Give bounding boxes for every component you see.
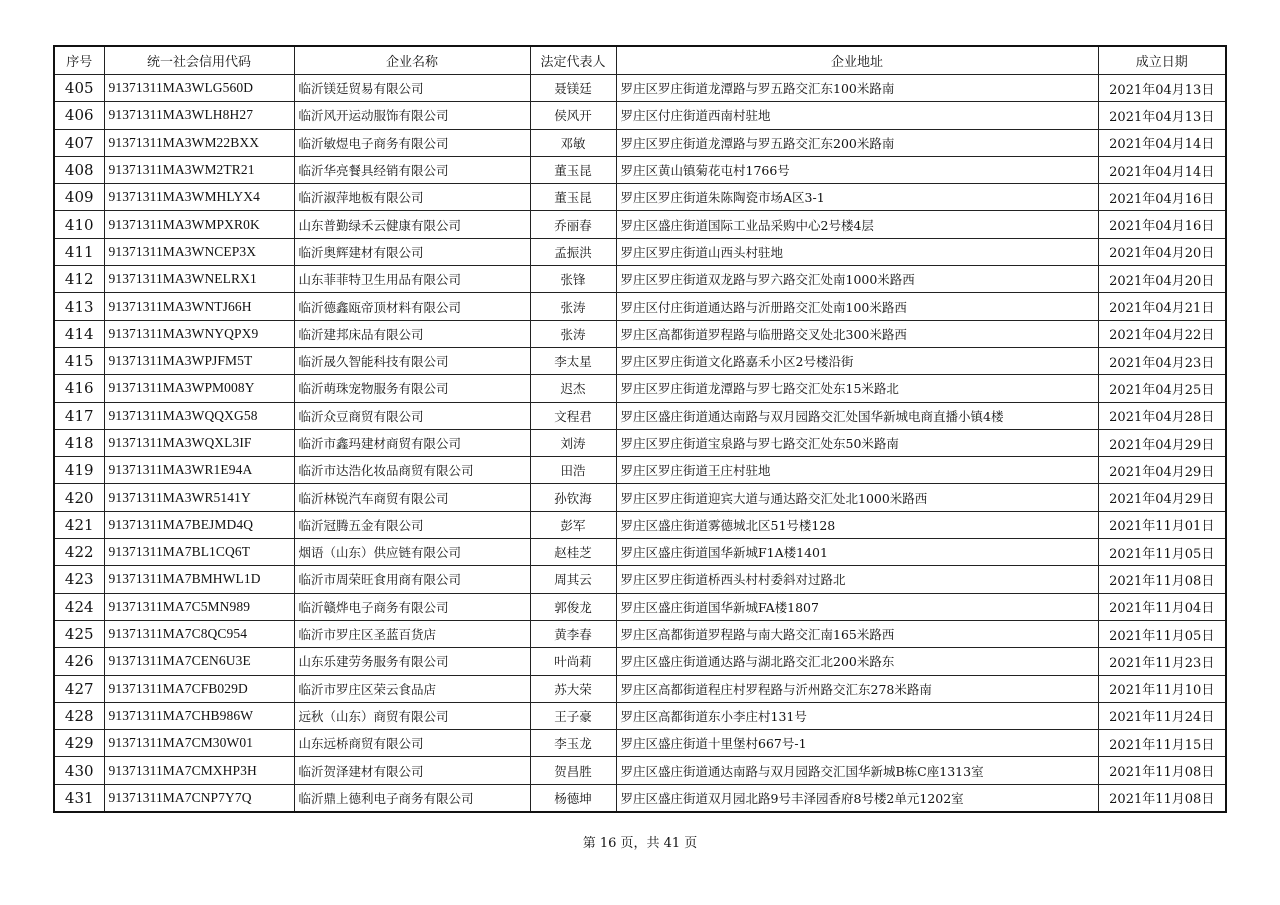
cell-legal-representative: 迟杰 (530, 375, 616, 402)
cell-legal-representative: 郭俊龙 (530, 593, 616, 620)
cell-company-address: 罗庄区盛庄街道双月园北路9号丰泽园香府8号楼2单元1202室 (616, 784, 1098, 812)
cell-credit-code: 91371311MA7CNP7Y7Q (104, 784, 294, 812)
cell-established-date: 2021年04月20日 (1098, 238, 1226, 265)
cell-credit-code: 91371311MA3WMHLYX4 (104, 184, 294, 211)
cell-established-date: 2021年04月14日 (1098, 129, 1226, 156)
cell-established-date: 2021年11月08日 (1098, 566, 1226, 593)
cell-established-date: 2021年11月08日 (1098, 757, 1226, 784)
header-company-address: 企业地址 (616, 46, 1098, 75)
header-established-date: 成立日期 (1098, 46, 1226, 75)
cell-credit-code: 91371311MA3WLH8H27 (104, 102, 294, 129)
cell-company-name: 临沂林锐汽车商贸有限公司 (294, 484, 530, 511)
cell-established-date: 2021年04月16日 (1098, 211, 1226, 238)
cell-company-name: 临沂德鑫瓯帝顶材料有限公司 (294, 293, 530, 320)
table-row (54, 539, 1226, 566)
cell-company-address: 罗庄区罗庄街道文化路嘉禾小区2号楼沿街 (616, 347, 1098, 374)
table-row (54, 511, 1226, 538)
cell-company-name: 临沂奥辉建材有限公司 (294, 238, 530, 265)
table-row (54, 184, 1226, 211)
table-row (54, 375, 1226, 402)
header-legal-representative: 法定代表人 (530, 46, 616, 75)
cell-company-name: 临沂华亮餐具经销有限公司 (294, 156, 530, 183)
cell-serial-no: 425 (54, 620, 104, 647)
table-row (54, 429, 1226, 456)
cell-credit-code: 91371311MA3WM2TR21 (104, 156, 294, 183)
cell-company-address: 罗庄区付庄街道西南村驻地 (616, 102, 1098, 129)
cell-legal-representative: 王子豪 (530, 702, 616, 729)
cell-credit-code: 91371311MA7CM30W01 (104, 730, 294, 757)
cell-company-name: 临沂镁廷贸易有限公司 (294, 75, 530, 102)
cell-company-name: 临沂市鑫玛建材商贸有限公司 (294, 429, 530, 456)
cell-credit-code: 91371311MA3WQQXG58 (104, 402, 294, 429)
cell-legal-representative: 乔丽春 (530, 211, 616, 238)
cell-established-date: 2021年04月16日 (1098, 184, 1226, 211)
cell-credit-code: 91371311MA3WR1E94A (104, 457, 294, 484)
cell-company-address: 罗庄区盛庄街道通达南路与双月园路交汇国华新城B栋C座1313室 (616, 757, 1098, 784)
cell-legal-representative: 杨德坤 (530, 784, 616, 812)
header-credit-code: 统一社会信用代码 (104, 46, 294, 75)
cell-company-name: 临沂晟久智能科技有限公司 (294, 347, 530, 374)
table-row (54, 484, 1226, 511)
cell-company-name: 临沂赣烨电子商务有限公司 (294, 593, 530, 620)
cell-established-date: 2021年04月28日 (1098, 402, 1226, 429)
table-row (54, 730, 1226, 757)
table-row (54, 784, 1226, 812)
page-number-footer: 第 16 页，共 41 页 (582, 836, 698, 851)
cell-credit-code: 91371311MA3WPJFM5T (104, 347, 294, 374)
table-row (54, 457, 1226, 484)
cell-serial-no: 408 (54, 156, 104, 183)
cell-serial-no: 427 (54, 675, 104, 702)
table-row (54, 102, 1226, 129)
enterprise-registry-table (53, 45, 1227, 813)
cell-credit-code: 91371311MA7BL1CQ6T (104, 539, 294, 566)
cell-established-date: 2021年04月23日 (1098, 347, 1226, 374)
table-header-row (54, 46, 1226, 75)
cell-legal-representative: 苏大荣 (530, 675, 616, 702)
cell-company-address: 罗庄区罗庄街道龙潭路与罗五路交汇东200米路南 (616, 129, 1098, 156)
cell-company-name: 临沂市达浩化妆品商贸有限公司 (294, 457, 530, 484)
cell-credit-code: 91371311MA3WNELRX1 (104, 266, 294, 293)
table-row (54, 129, 1226, 156)
table-row (54, 266, 1226, 293)
cell-established-date: 2021年04月14日 (1098, 156, 1226, 183)
table-row (54, 648, 1226, 675)
table-row (54, 320, 1226, 347)
cell-serial-no: 411 (54, 238, 104, 265)
table-row (54, 211, 1226, 238)
cell-credit-code: 91371311MA3WLG560D (104, 75, 294, 102)
cell-established-date: 2021年04月20日 (1098, 266, 1226, 293)
cell-legal-representative: 贺昌胜 (530, 757, 616, 784)
cell-company-name: 临沂敏煜电子商务有限公司 (294, 129, 530, 156)
cell-company-name: 临沂冠腾五金有限公司 (294, 511, 530, 538)
cell-legal-representative: 周其云 (530, 566, 616, 593)
cell-established-date: 2021年04月22日 (1098, 320, 1226, 347)
cell-company-address: 罗庄区盛庄街道通达路与湖北路交汇北200米路东 (616, 648, 1098, 675)
cell-legal-representative: 李玉龙 (530, 730, 616, 757)
cell-serial-no: 410 (54, 211, 104, 238)
cell-serial-no: 414 (54, 320, 104, 347)
cell-credit-code: 91371311MA3WPM008Y (104, 375, 294, 402)
cell-credit-code: 91371311MA3WR5141Y (104, 484, 294, 511)
cell-legal-representative: 董玉昆 (530, 184, 616, 211)
cell-established-date: 2021年11月23日 (1098, 648, 1226, 675)
cell-established-date: 2021年11月15日 (1098, 730, 1226, 757)
cell-serial-no: 407 (54, 129, 104, 156)
cell-company-name: 临沂市周荣旺食用商有限公司 (294, 566, 530, 593)
cell-company-name: 临沂淑萍地板有限公司 (294, 184, 530, 211)
cell-established-date: 2021年04月13日 (1098, 102, 1226, 129)
cell-established-date: 2021年11月05日 (1098, 620, 1226, 647)
cell-legal-representative: 张锋 (530, 266, 616, 293)
table-row (54, 620, 1226, 647)
cell-credit-code: 91371311MA7CMXHP3H (104, 757, 294, 784)
cell-company-address: 罗庄区盛庄街道十里堡村667号-1 (616, 730, 1098, 757)
cell-company-address: 罗庄区高都街道罗程路与南大路交汇南165米路西 (616, 620, 1098, 647)
cell-legal-representative: 李太星 (530, 347, 616, 374)
cell-serial-no: 420 (54, 484, 104, 511)
cell-serial-no: 416 (54, 375, 104, 402)
cell-company-name: 烟语（山东）供应链有限公司 (294, 539, 530, 566)
cell-serial-no: 415 (54, 347, 104, 374)
cell-credit-code: 91371311MA3WNCEP3X (104, 238, 294, 265)
cell-company-address: 罗庄区付庄街道通达路与沂册路交汇处南100米路西 (616, 293, 1098, 320)
cell-company-name: 山东乐建劳务服务有限公司 (294, 648, 530, 675)
cell-legal-representative: 彭军 (530, 511, 616, 538)
cell-company-address: 罗庄区罗庄街道朱陈陶瓷市场A区3-1 (616, 184, 1098, 211)
cell-serial-no: 430 (54, 757, 104, 784)
cell-credit-code: 91371311MA3WNYQPX9 (104, 320, 294, 347)
cell-credit-code: 91371311MA7CFB029D (104, 675, 294, 702)
cell-company-address: 罗庄区罗庄街道迎宾大道与通达路交汇处北1000米路西 (616, 484, 1098, 511)
cell-established-date: 2021年04月25日 (1098, 375, 1226, 402)
cell-company-name: 临沂众豆商贸有限公司 (294, 402, 530, 429)
header-company-name: 企业名称 (294, 46, 530, 75)
cell-established-date: 2021年04月13日 (1098, 75, 1226, 102)
cell-company-name: 临沂贺泽建材有限公司 (294, 757, 530, 784)
cell-credit-code: 91371311MA3WM22BXX (104, 129, 294, 156)
cell-company-name: 山东远桥商贸有限公司 (294, 730, 530, 757)
cell-company-address: 罗庄区罗庄街道宝泉路与罗七路交汇处东50米路南 (616, 429, 1098, 456)
cell-company-address: 罗庄区盛庄街道通达南路与双月园路交汇处国华新城电商直播小镇4楼 (616, 402, 1098, 429)
cell-legal-representative: 张涛 (530, 293, 616, 320)
cell-company-address: 罗庄区高都街道程庄村罗程路与沂州路交汇东278米路南 (616, 675, 1098, 702)
table-row (54, 593, 1226, 620)
cell-company-address: 罗庄区罗庄街道桥西头村村委斜对过路北 (616, 566, 1098, 593)
table-row (54, 675, 1226, 702)
cell-legal-representative: 黄李春 (530, 620, 616, 647)
cell-serial-no: 422 (54, 539, 104, 566)
table-row (54, 347, 1226, 374)
cell-legal-representative: 孙钦海 (530, 484, 616, 511)
table-body (54, 75, 1226, 813)
cell-established-date: 2021年04月29日 (1098, 457, 1226, 484)
cell-established-date: 2021年11月08日 (1098, 784, 1226, 812)
cell-company-name: 远秋（山东）商贸有限公司 (294, 702, 530, 729)
cell-legal-representative: 叶尚莉 (530, 648, 616, 675)
cell-company-address: 罗庄区高都街道东小李庄村131号 (616, 702, 1098, 729)
cell-serial-no: 412 (54, 266, 104, 293)
table-row (54, 566, 1226, 593)
table-row (54, 238, 1226, 265)
cell-company-address: 罗庄区盛庄街道国华新城F1A楼1401 (616, 539, 1098, 566)
cell-serial-no: 421 (54, 511, 104, 538)
cell-established-date: 2021年11月24日 (1098, 702, 1226, 729)
cell-credit-code: 91371311MA7BMHWL1D (104, 566, 294, 593)
cell-company-address: 罗庄区黄山镇菊花屯村1766号 (616, 156, 1098, 183)
table-row (54, 75, 1226, 102)
cell-serial-no: 419 (54, 457, 104, 484)
cell-company-name: 山东菲菲特卫生用品有限公司 (294, 266, 530, 293)
cell-serial-no: 429 (54, 730, 104, 757)
cell-serial-no: 409 (54, 184, 104, 211)
cell-serial-no: 405 (54, 75, 104, 102)
cell-credit-code: 91371311MA7CEN6U3E (104, 648, 294, 675)
cell-established-date: 2021年04月29日 (1098, 429, 1226, 456)
cell-legal-representative: 孟振洪 (530, 238, 616, 265)
cell-company-name: 临沂建邦床品有限公司 (294, 320, 530, 347)
table-row (54, 402, 1226, 429)
cell-company-name: 山东普勤绿禾云健康有限公司 (294, 211, 530, 238)
cell-company-address: 罗庄区盛庄街道雾德城北区51号楼128 (616, 511, 1098, 538)
cell-credit-code: 91371311MA3WMPXR0K (104, 211, 294, 238)
cell-serial-no: 418 (54, 429, 104, 456)
cell-company-name: 临沂市罗庄区圣蓝百货店 (294, 620, 530, 647)
table-row (54, 156, 1226, 183)
cell-serial-no: 424 (54, 593, 104, 620)
cell-established-date: 2021年11月10日 (1098, 675, 1226, 702)
cell-established-date: 2021年04月21日 (1098, 293, 1226, 320)
cell-serial-no: 413 (54, 293, 104, 320)
cell-credit-code: 91371311MA3WNTJ66H (104, 293, 294, 320)
cell-credit-code: 91371311MA7BEJMD4Q (104, 511, 294, 538)
cell-legal-representative: 董玉昆 (530, 156, 616, 183)
cell-company-address: 罗庄区盛庄街道国际工业品采购中心2号楼4层 (616, 211, 1098, 238)
cell-established-date: 2021年11月05日 (1098, 539, 1226, 566)
cell-company-name: 临沂萌珠宠物服务有限公司 (294, 375, 530, 402)
cell-company-address: 罗庄区罗庄街道王庄村驻地 (616, 457, 1098, 484)
cell-credit-code: 91371311MA7C8QC954 (104, 620, 294, 647)
cell-company-address: 罗庄区罗庄街道双龙路与罗六路交汇处南1000米路西 (616, 266, 1098, 293)
cell-credit-code: 91371311MA7CHB986W (104, 702, 294, 729)
cell-serial-no: 426 (54, 648, 104, 675)
table-row (54, 293, 1226, 320)
cell-company-address: 罗庄区盛庄街道国华新城FA楼1807 (616, 593, 1098, 620)
table-row (54, 702, 1226, 729)
cell-legal-representative: 张涛 (530, 320, 616, 347)
cell-legal-representative: 刘涛 (530, 429, 616, 456)
cell-company-name: 临沂鼎上德利电子商务有限公司 (294, 784, 530, 812)
cell-legal-representative: 侯风开 (530, 102, 616, 129)
cell-legal-representative: 赵桂芝 (530, 539, 616, 566)
cell-serial-no: 431 (54, 784, 104, 812)
cell-legal-representative: 田浩 (530, 457, 616, 484)
cell-legal-representative: 邓敏 (530, 129, 616, 156)
cell-serial-no: 428 (54, 702, 104, 729)
cell-company-address: 罗庄区罗庄街道龙潭路与罗七路交汇处东15米路北 (616, 375, 1098, 402)
cell-credit-code: 91371311MA3WQXL3IF (104, 429, 294, 456)
cell-serial-no: 423 (54, 566, 104, 593)
cell-serial-no: 406 (54, 102, 104, 129)
cell-company-address: 罗庄区罗庄街道龙潭路与罗五路交汇东100米路南 (616, 75, 1098, 102)
cell-company-name: 临沂风开运动服饰有限公司 (294, 102, 530, 129)
cell-legal-representative: 文程君 (530, 402, 616, 429)
cell-established-date: 2021年11月01日 (1098, 511, 1226, 538)
header-serial-no: 序号 (54, 46, 104, 75)
cell-credit-code: 91371311MA7C5MN989 (104, 593, 294, 620)
cell-established-date: 2021年11月04日 (1098, 593, 1226, 620)
cell-company-address: 罗庄区罗庄街道山西头村驻地 (616, 238, 1098, 265)
cell-serial-no: 417 (54, 402, 104, 429)
cell-legal-representative: 聂镁廷 (530, 75, 616, 102)
cell-company-name: 临沂市罗庄区荣云食品店 (294, 675, 530, 702)
table-row (54, 757, 1226, 784)
cell-established-date: 2021年04月29日 (1098, 484, 1226, 511)
cell-company-address: 罗庄区高都街道罗程路与临册路交叉处北300米路西 (616, 320, 1098, 347)
